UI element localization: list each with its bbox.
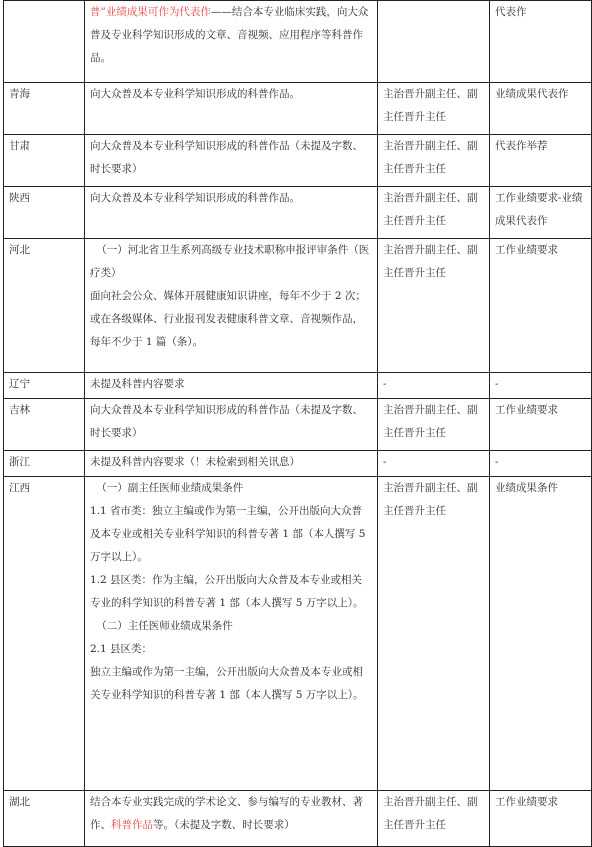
requirement-text: 1.2 县区类：作为主编，公开出版向大众普及本专业或相关专业的科学知识的科普专著 1 部（本人撰写 5 万字以上）。: [90, 574, 364, 609]
requirement-cell: [85, 477, 378, 791]
requirement-text: 结合本专业实践完成的学术论文、参与编写的专业教材、著作、: [90, 796, 363, 831]
category-cell: 代表作举荐: [490, 135, 592, 187]
position-cell: 主治晋升副主任、副主任晋升主任: [378, 187, 490, 239]
position-cell: -: [378, 373, 490, 399]
category-cell: -: [490, 451, 592, 477]
province-cell: 河北: [4, 239, 85, 373]
province-cell: 陕西: [4, 187, 85, 239]
category-cell: 业绩成果代表作: [490, 83, 592, 135]
requirement-cell: [85, 791, 378, 847]
requirement-cell: [85, 1, 378, 83]
position-cell: 主治晋升副主任、副主任晋升主任: [378, 477, 490, 791]
requirement-cell: 未提及科普内容要求: [85, 373, 378, 399]
position-cell: -: [378, 451, 490, 477]
province-cell: [4, 1, 85, 83]
table-row: [4, 477, 592, 791]
province-cell: 甘肃: [4, 135, 85, 187]
position-cell: 主治晋升副主任、副主任晋升主任: [378, 135, 490, 187]
table-row: [4, 135, 592, 187]
table-row: [4, 239, 592, 373]
requirement-text: 等。（未提及字数、时长要求）: [153, 819, 295, 831]
requirements-table: [3, 0, 592, 847]
requirement-heading: （一）河北省卫生系列高级专业技术职称申报评审条件（医疗类）: [90, 244, 370, 279]
table-row: [4, 83, 592, 135]
table-row: [4, 1, 592, 83]
requirement-text: 独立主编或作为第一主编，公开出版向大众普及本专业或相关专业科学知识的科普专著 1 部（本人撰写 5 万字以上）。: [90, 666, 364, 701]
province-cell: 江西: [4, 477, 85, 791]
position-cell: 主治晋升副主任、副主任晋升主任: [378, 239, 490, 373]
category-cell: 工作业绩要求: [490, 399, 592, 451]
position-cell: 主治晋升副主任、副主任晋升主任: [378, 399, 490, 451]
requirement-text: 2.1 县区类：: [90, 643, 153, 655]
province-cell: 青海: [4, 83, 85, 135]
requirement-cell: 向大众普及本专业科学知识形成的科普作品。: [85, 83, 378, 135]
category-cell: -: [490, 373, 592, 399]
table-row: [4, 373, 592, 399]
table-row: [4, 399, 592, 451]
table-row: [4, 791, 592, 847]
category-cell: 业绩成果条件: [490, 477, 592, 791]
category-cell: 工作业绩要求: [490, 791, 592, 847]
category-cell: 工作业绩要求: [490, 239, 592, 373]
table-row: [4, 187, 592, 239]
category-cell: 工作业绩要求-业绩成果代表作: [490, 187, 592, 239]
requirement-heading: （一）副主任医师业绩成果条件: [96, 482, 244, 494]
province-cell: 浙江: [4, 451, 85, 477]
requirement-cell: 向大众普及本专业科学知识形成的科普作品。: [85, 187, 378, 239]
province-cell: 湖北: [4, 791, 85, 847]
category-cell: 代表作: [490, 1, 592, 83]
highlight-text: 科普作品: [111, 819, 153, 831]
requirement-cell: 向大众普及本专业科学知识形成的科普作品（未提及字数、时长要求）: [85, 399, 378, 451]
province-cell: 吉林: [4, 399, 85, 451]
requirement-cell: 向大众普及本专业科学知识形成的科普作品（未提及字数、时长要求）: [85, 135, 378, 187]
requirement-heading: （二）主任医师业绩成果条件: [96, 620, 233, 632]
table-row: [4, 451, 592, 477]
position-cell: 主治晋升副主任、副主任晋升主任: [378, 83, 490, 135]
position-cell: 主治晋升副主任、副主任晋升主任: [378, 791, 490, 847]
requirement-text: 1.1 省市类：独立主编或作为第一主编，公开出版向大众普及本专业或相关专业科学知识的科普专著 1 部（本人撰写 5 万字以上）。: [90, 505, 366, 563]
requirement-text: 面向社会公众、媒体开展健康知识讲座，每年不少于 2 次；或在各级媒体、行业报刊发表健康科普文章、音视频作品，每年不少于 1 篇（条）。: [90, 290, 366, 348]
requirement-cell: 未提及科普内容要求（！未检索到相关讯息）: [85, 451, 378, 477]
position-cell: [378, 1, 490, 83]
province-cell: 辽宁: [4, 373, 85, 399]
highlight-text: 普”业绩成果可作为代表作: [90, 6, 211, 18]
requirement-text: ——结合本专业临床实践，向大众普及专业科学知识形成的文章、音视频、应用程序等科普作品。: [90, 6, 369, 64]
requirement-cell: [85, 239, 378, 373]
